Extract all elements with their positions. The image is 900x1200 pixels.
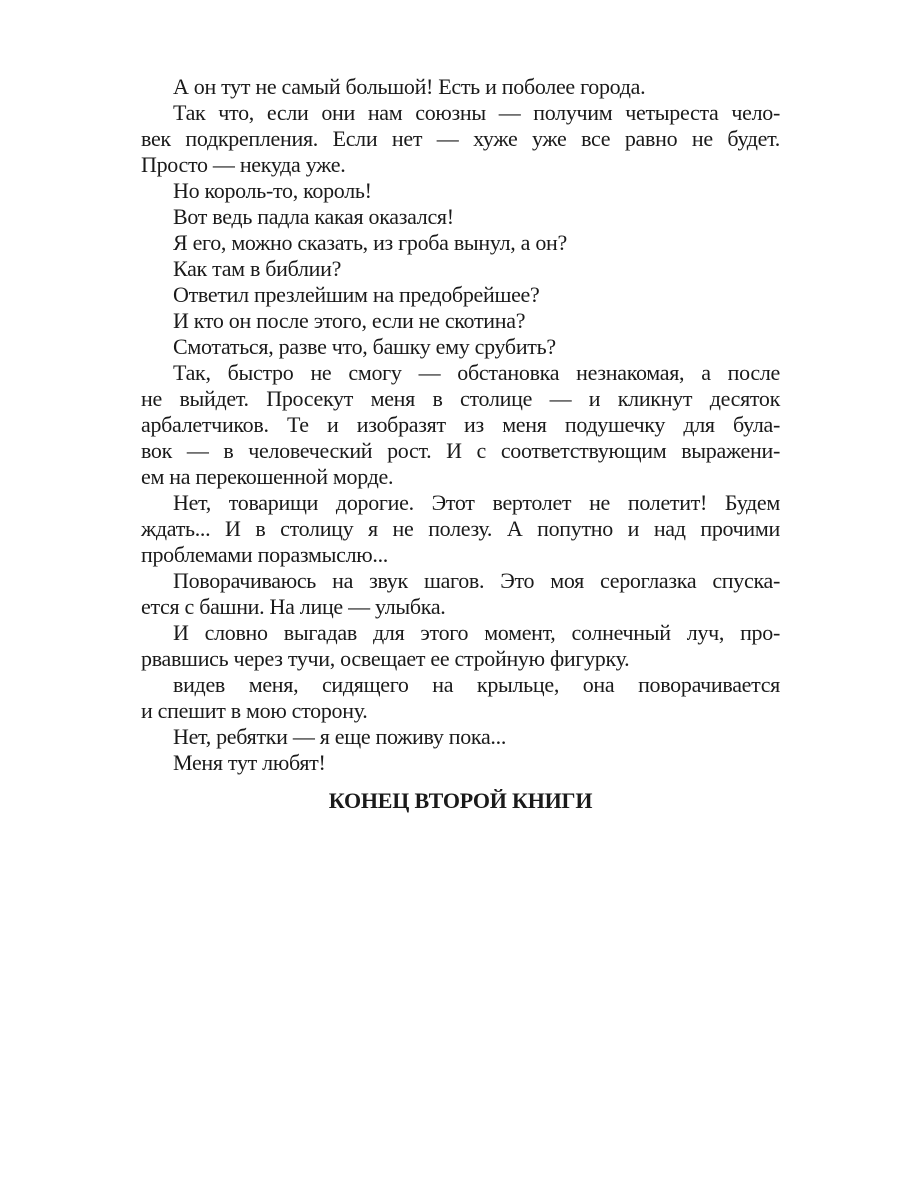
paragraph	[141, 724, 780, 750]
text-line: рвавшись через тучи, освещает ее стройную фигурку.	[141, 646, 630, 671]
text-line: Поворачиваюсь на звук шагов. Это моя сероглазка спуска-	[173, 568, 780, 593]
text-line: Ответил презлейшим на предобрейшее?	[173, 282, 540, 307]
text-line: Так что, если они нам союзны — получим четыреста чело-	[173, 100, 780, 125]
text-line: Нет, ребятки — я еще поживу пока...	[173, 724, 507, 749]
text-line: Так, быстро не смогу — обстановка незнакомая, а после	[173, 360, 780, 385]
paragraph	[141, 360, 780, 490]
text-line: Нет, товарищи дорогие. Этот вертолет не полетит! Будем	[173, 490, 780, 515]
paragraph-container	[141, 74, 780, 776]
text-line: Я его, можно сказать, из гроба вынул, а он?	[173, 230, 567, 255]
text-line: проблемами поразмыслю...	[141, 542, 388, 567]
text-line: Смотаться, разве что, башку ему срубить?	[173, 334, 556, 359]
paragraph	[141, 568, 780, 620]
text-line: Просто — некуда уже.	[141, 152, 346, 177]
paragraph	[141, 620, 780, 672]
text-line: век подкрепления. Если нет — хуже уже все равно не будет.	[141, 126, 780, 151]
book-page-text	[141, 74, 780, 776]
paragraph	[141, 178, 780, 204]
text-line: Меня тут любят!	[173, 750, 326, 775]
paragraph	[141, 230, 780, 256]
text-line: И кто он после этого, если не скотина?	[173, 308, 526, 333]
text-line: видев меня, сидящего на крыльце, она поворачивается	[173, 672, 780, 697]
text-line: не выйдет. Просекут меня в столице — и кликнут десяток	[141, 386, 780, 411]
text-line: ется с башни. На лице — улыбка.	[141, 594, 446, 619]
end-of-book-heading: КОНЕЦ ВТОРОЙ КНИГИ	[328, 788, 593, 813]
paragraph	[141, 490, 780, 568]
text-line: А он тут не самый большой! Есть и поболее города.	[173, 74, 646, 99]
paragraph	[141, 204, 780, 230]
text-line: И словно выгадав для этого момент, солнечный луч, про-	[173, 620, 780, 645]
paragraph	[141, 74, 780, 100]
paragraph	[141, 256, 780, 282]
text-line: вок — в человеческий рост. И с соответствующим выражени-	[141, 438, 780, 463]
text-line: ем на перекошенной морде.	[141, 464, 394, 489]
text-line: арбалетчиков. Те и изобразят из меня подушечку для була-	[141, 412, 780, 437]
text-line: ждать... И в столицу я не полезу. А попутно и над прочими	[141, 516, 780, 541]
paragraph	[141, 672, 780, 724]
text-line: Но король-то, король!	[173, 178, 372, 203]
paragraph	[141, 282, 780, 308]
text-line: и спешит в мою сторону.	[141, 698, 368, 723]
paragraph	[141, 100, 780, 178]
paragraph	[141, 334, 780, 360]
text-line: Как там в библии?	[173, 256, 342, 281]
text-line: Вот ведь падла какая оказался!	[173, 204, 454, 229]
paragraph	[141, 750, 780, 776]
paragraph	[141, 308, 780, 334]
